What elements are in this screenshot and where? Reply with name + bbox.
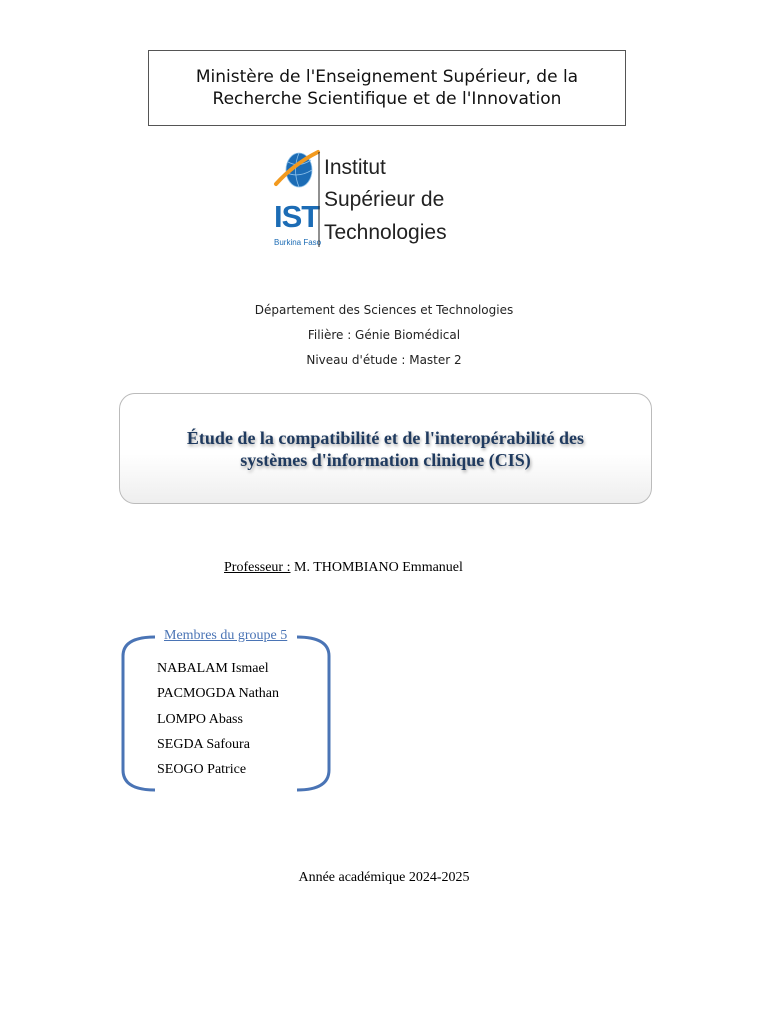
- program-line: Filière : Génie Biomédical: [307, 328, 461, 342]
- title-line-1: Étude de la compatibilité et de l'interopérabilité des: [186, 427, 585, 448]
- academic-year: Année académique 2024-2025: [298, 870, 470, 885]
- list-item: SEGDA Safoura: [157, 736, 250, 752]
- logo-name-2: Supérieur de: [324, 188, 445, 211]
- department-info: [0, 300, 768, 375]
- level-line: Niveau d'étude : Master 2: [306, 353, 462, 367]
- list-item: PACMOGDA Nathan: [157, 686, 279, 702]
- logo-abbr: IST: [274, 199, 320, 234]
- ist-logo: [272, 148, 447, 250]
- professor-line: [224, 560, 463, 576]
- professor-label: Professeur :: [224, 560, 291, 575]
- globe-icon: [276, 152, 318, 187]
- logo-name-3: Technologies: [324, 221, 447, 244]
- group-title: Membres du groupe 5: [164, 628, 288, 643]
- list-item: NABALAM Ismael: [157, 661, 269, 676]
- professor-name: M. THOMBIANO Emmanuel: [294, 560, 463, 575]
- document-title-box: [119, 393, 652, 504]
- members-list: [157, 659, 279, 785]
- title-line-2: systèmes d'information clinique (CIS): [240, 449, 531, 470]
- ministry-line-1: Ministère de l'Enseignement Supérieur, de la: [195, 67, 579, 87]
- logo-country: Burkina Faso: [274, 238, 322, 247]
- list-item: LOMPO Abass: [157, 711, 243, 727]
- department-line: Département des Sciences et Technologies: [254, 303, 514, 317]
- logo-name-1: Institut: [324, 156, 386, 179]
- list-item: SEOGO Patrice: [157, 762, 247, 778]
- ministry-line-2: Recherche Scientifique et de l'Innovation: [212, 89, 562, 109]
- ministry-header-box: [148, 50, 626, 126]
